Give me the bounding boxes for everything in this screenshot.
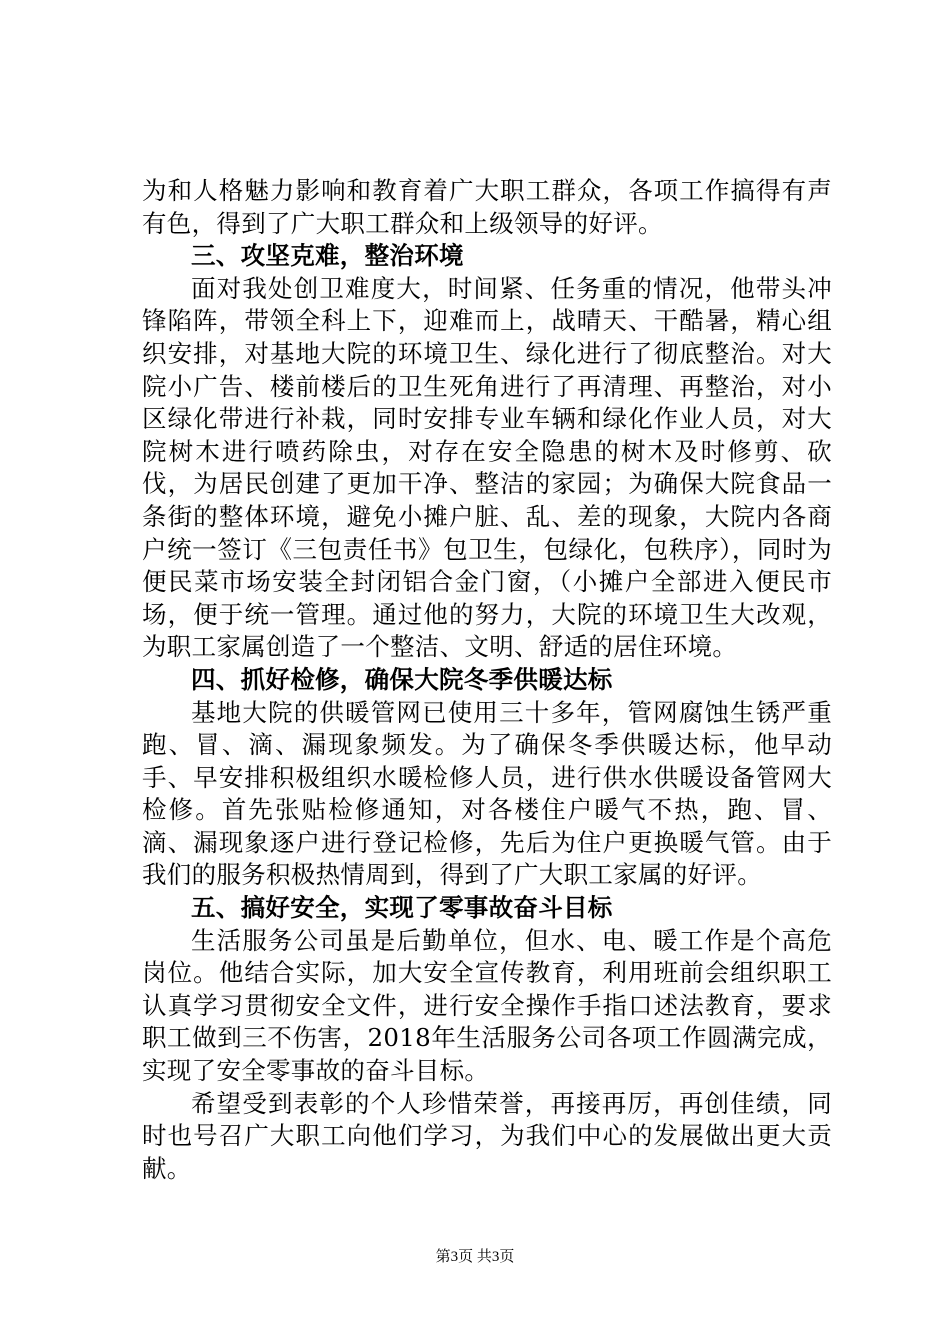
page-footer: 第3页 共3页 bbox=[435, 1249, 515, 1265]
paragraph-continuation: 为和人格魅力影响和教育着广大职工群众，各项工作搞得有声有色，得到了广大职工群众和上级领导的好评。 bbox=[142, 176, 832, 238]
document-body bbox=[142, 175, 832, 1185]
paragraph-environment: 面对我处创卫难度大，时间紧、任务重的情况，他带头冲锋陷阵，带领全科上下，迎难而上，战晴天、干酷暑，精心组织安排，对基地大院的环境卫生、绿化进行了彻底整治。对大院小广告、楼前楼后的卫生死角进行了再清理、再整治，对小区绿化带进行补栽，同时安排专业车辆和绿化作业人员，对大院树木进行喷药除虫，对存在安全隐患的树木及时修剪、砍伐，为居民创建了更加干净、整洁的家园；为确保大院食品一条街的整体环境，避免小摊户脏、乱、差的现象，大院内各商户统一签订《三包责任书》包卫生，包绿化，包秩序），同时为便民菜市场安装全封闭铝合金门窗，（小摊户全部进入便民市场，便于统一管理。通过他的努力，大院的环境卫生大改观，为职工家属创造了一个整洁、文明、舒适的居住环境。 bbox=[142, 273, 832, 662]
section-heading-3: 三、攻坚克难，整治环境 bbox=[191, 241, 464, 271]
paragraph-safety: 生活服务公司虽是后勤单位，但水、电、暖工作是个高危岗位。他结合实际，加大安全宣传教育，利用班前会组织职工认真学习贯彻安全文件，进行安全操作手指口述法教育，要求职工做到三不伤害，2018年生活服务公司各项工作圆满完成，实现了安全零事故的奋斗目标。 bbox=[142, 925, 832, 1086]
section-heading-4: 四、抓好检修，确保大院冬季供暖达标 bbox=[191, 664, 613, 694]
paragraph-heating: 基地大院的供暖管网已使用三十多年，管网腐蚀生锈严重跑、冒、滴、漏现象频发。为了确保冬季供暖达标，他早动手、早安排积极组织水暖检修人员，进行供水供暖设备管网大检修。首先张贴检修通知，对各楼住户暖气不热，跑、冒、滴、漏现象逐户进行登记检修，先后为住户更换暖气管。由于我们的服务积极热情周到，得到了广大职工家属的好评。 bbox=[142, 697, 832, 890]
paragraph-closing: 希望受到表彰的个人珍惜荣誉，再接再厉，再创佳绩，同时也号召广大职工向他们学习，为我们中心的发展做出更大贡献。 bbox=[142, 1088, 832, 1183]
section-heading-5: 五、搞好安全，实现了零事故奋斗目标 bbox=[191, 893, 613, 923]
